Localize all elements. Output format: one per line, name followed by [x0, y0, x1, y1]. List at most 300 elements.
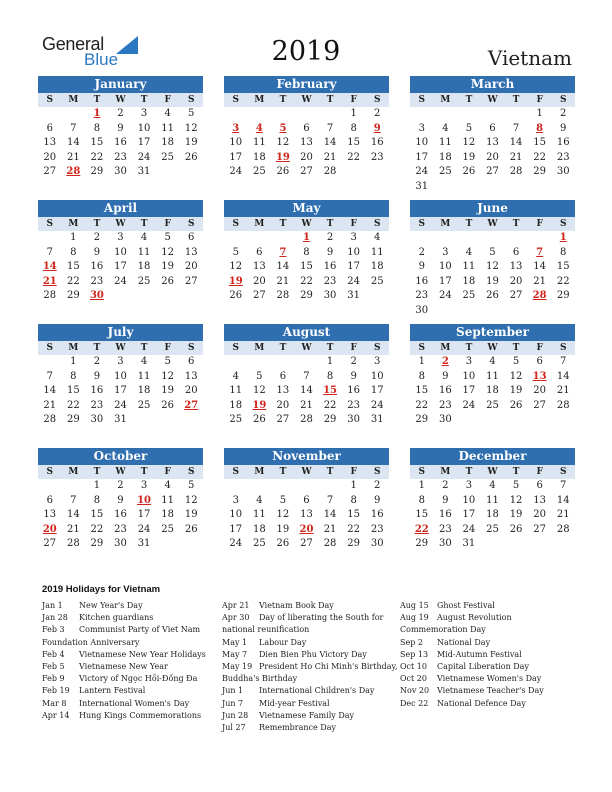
day-cell: 2 — [350, 356, 357, 367]
day-cell: 9 — [326, 246, 334, 258]
day-cell: 23 — [438, 399, 452, 411]
empty-cell — [38, 107, 62, 122]
day-cell: 18 — [229, 399, 243, 411]
day-cell: 10 — [229, 509, 243, 520]
day-cell: 17 — [370, 385, 384, 396]
day-cell: 29 — [90, 166, 104, 177]
holiday-name: Vietnamese New Year Holidays — [79, 649, 206, 659]
holiday-date: Apr 14 — [42, 710, 70, 720]
day-cell: 23 — [415, 290, 429, 301]
day-cell: 14 — [66, 509, 80, 520]
day-cell: 9 — [117, 122, 124, 134]
day-cell: 24 — [114, 275, 127, 287]
day-cell: 21 — [66, 151, 80, 163]
day-cell: 5 — [489, 246, 496, 258]
holiday-name: Vietnamese Teacher's Day — [437, 686, 544, 696]
day-cell: 2 — [374, 108, 381, 119]
holiday-day-cell: 27 — [184, 399, 199, 411]
holiday-date: Feb 5 — [42, 661, 65, 671]
day-cell: 16 — [370, 137, 384, 148]
day-cell: 23 — [556, 151, 570, 163]
holiday-column — [400, 600, 544, 710]
day-cell: 9 — [442, 370, 449, 382]
day-cell: 28 — [276, 290, 290, 301]
day-cell: 14 — [556, 370, 570, 382]
day-cell: 8 — [418, 494, 425, 506]
day-cell: 8 — [70, 370, 77, 382]
holiday-row — [222, 722, 398, 734]
holiday-name: Remembrance Day — [259, 722, 336, 732]
day-cell: 14 — [509, 137, 523, 148]
day-cell: 8 — [303, 246, 310, 258]
holiday-date: Dec 22 — [400, 698, 429, 708]
day-cell: 23 — [370, 523, 384, 535]
day-cell: 15 — [533, 137, 546, 148]
day-cell: 21 — [43, 399, 57, 411]
day-cell: 18 — [462, 275, 476, 287]
day-grid — [224, 107, 389, 180]
holiday-row — [222, 673, 398, 685]
day-cell: 26 — [252, 414, 266, 425]
month-august — [224, 324, 389, 428]
weekday-label: T — [93, 343, 101, 353]
day-cell: 23 — [370, 151, 384, 163]
day-cell: 25 — [462, 290, 476, 301]
month-name: July — [38, 324, 203, 341]
day-cell: 6 — [256, 246, 263, 258]
year-title: 2019 — [271, 36, 341, 67]
day-cell: 29 — [90, 538, 104, 549]
day-cell: 8 — [350, 494, 357, 506]
day-cell: 24 — [229, 166, 243, 177]
empty-cell — [434, 231, 458, 246]
day-cell: 8 — [560, 246, 567, 258]
day-cell: 16 — [114, 509, 127, 520]
weekday-label: S — [232, 95, 240, 105]
day-cell: 12 — [161, 370, 174, 382]
day-cell: 16 — [323, 261, 337, 272]
empty-cell — [248, 231, 272, 246]
month-july — [38, 324, 203, 428]
weekday-label: W — [115, 95, 126, 105]
month-november — [224, 448, 389, 552]
day-cell: 2 — [117, 480, 124, 491]
empty-cell — [224, 479, 248, 494]
day-cell: 4 — [256, 494, 263, 506]
holiday-name: Communist Party of Viet Nam — [79, 625, 201, 635]
holiday-day-cell: 20 — [42, 523, 57, 535]
holiday-name: Foundation Anniversary — [42, 637, 140, 647]
day-cell: 20 — [276, 399, 290, 411]
empty-cell — [271, 231, 295, 246]
weekday-label: W — [301, 219, 312, 229]
weekday-header — [224, 217, 389, 231]
holiday-name: Dien Bien Phu Victory Day — [259, 649, 367, 659]
holiday-day-cell: 4 — [255, 122, 263, 134]
weekday-label: F — [536, 219, 543, 229]
holiday-row — [400, 673, 544, 685]
weekday-label: F — [164, 343, 171, 353]
holiday-column — [222, 600, 398, 734]
month-name: January — [38, 76, 203, 93]
weekday-header — [410, 465, 575, 479]
holiday-name: International Children's Day — [259, 686, 375, 696]
holiday-day-cell: 22 — [414, 523, 429, 535]
day-grid — [224, 231, 389, 304]
holiday-row — [400, 612, 544, 624]
holiday-row — [400, 649, 544, 661]
holiday-day-cell: 28 — [532, 290, 547, 301]
holiday-day-cell: 2 — [441, 356, 449, 367]
weekday-label: S — [232, 219, 240, 229]
holiday-row — [42, 649, 206, 661]
weekday-label: M — [68, 343, 79, 353]
day-cell: 19 — [184, 137, 198, 148]
day-cell: 21 — [323, 523, 337, 535]
day-cell: 20 — [486, 151, 499, 163]
day-cell: 3 — [418, 122, 425, 134]
month-name: November — [224, 448, 389, 465]
holiday-day-cell: 8 — [536, 122, 544, 134]
holiday-day-cell: 1 — [303, 232, 310, 243]
day-cell: 28 — [43, 414, 57, 425]
day-cell: 19 — [276, 523, 290, 535]
weekday-label: S — [187, 95, 195, 105]
weekday-label: M — [440, 219, 451, 229]
holiday-day-cell: 19 — [252, 399, 267, 411]
weekday-label: F — [350, 219, 357, 229]
day-cell: 25 — [161, 151, 174, 163]
day-cell: 20 — [300, 151, 313, 163]
weekday-label: M — [68, 467, 79, 477]
day-cell: 9 — [374, 494, 381, 506]
day-cell: 30 — [323, 290, 337, 301]
holiday-date: Feb 4 — [42, 649, 65, 659]
holiday-date: Apr 30 — [222, 613, 250, 623]
day-cell: 25 — [486, 523, 499, 535]
month-march — [410, 76, 575, 194]
weekday-label: M — [68, 219, 79, 229]
day-cell: 29 — [323, 414, 337, 425]
day-cell: 24 — [137, 151, 151, 163]
day-cell: 4 — [465, 246, 473, 258]
month-april — [38, 200, 203, 304]
day-cell: 13 — [43, 137, 57, 148]
day-cell: 19 — [486, 275, 499, 287]
day-cell: 11 — [438, 137, 452, 148]
day-cell: 4 — [489, 356, 496, 367]
day-cell: 26 — [184, 151, 198, 163]
holiday-name: Vietnamese Family Day — [259, 710, 355, 720]
weekday-label: W — [115, 343, 126, 353]
day-cell: 22 — [347, 523, 360, 535]
month-december — [410, 448, 575, 552]
empty-cell — [318, 107, 342, 122]
holiday-day-cell: 21 — [42, 275, 57, 287]
empty-cell — [481, 231, 505, 246]
empty-cell — [38, 231, 62, 246]
weekday-label: T — [512, 219, 520, 229]
weekday-label: T — [140, 343, 148, 353]
day-cell: 16 — [90, 385, 104, 396]
day-cell: 14 — [533, 261, 546, 272]
weekday-label: S — [559, 467, 567, 477]
day-cell: 13 — [300, 137, 313, 148]
weekday-label: W — [487, 219, 498, 229]
holiday-date: Sep 13 — [400, 649, 429, 659]
weekday-label: S — [46, 343, 54, 353]
holiday-row — [222, 600, 398, 612]
day-cell: 11 — [161, 122, 174, 134]
day-cell: 18 — [252, 151, 266, 163]
empty-cell — [295, 107, 319, 122]
holiday-day-cell: 20 — [299, 523, 314, 535]
day-cell: 26 — [184, 523, 198, 535]
holiday-row — [222, 685, 398, 697]
month-name: December — [410, 448, 575, 465]
empty-cell — [318, 479, 342, 494]
day-cell: 13 — [509, 261, 523, 272]
holiday-date: Feb 3 — [42, 625, 65, 635]
day-cell: 15 — [66, 385, 80, 396]
day-cell: 8 — [418, 370, 425, 382]
holiday-row — [42, 612, 206, 624]
day-cell: 25 — [438, 166, 452, 177]
day-cell: 12 — [161, 246, 174, 258]
day-cell: 17 — [114, 385, 127, 396]
day-cell: 12 — [229, 261, 243, 272]
holiday-row — [400, 685, 544, 697]
weekday-label: M — [254, 467, 265, 477]
day-cell: 6 — [46, 122, 53, 134]
day-cell: 4 — [140, 232, 148, 243]
day-cell: 4 — [374, 232, 381, 243]
day-cell: 5 — [188, 480, 195, 491]
month-name: March — [410, 76, 575, 93]
holiday-day-cell: 13 — [532, 370, 547, 382]
holiday-row — [222, 624, 398, 636]
day-cell: 22 — [347, 151, 360, 163]
weekday-label: W — [301, 343, 312, 353]
day-cell: 20 — [533, 385, 546, 396]
empty-cell — [271, 107, 295, 122]
day-cell: 3 — [140, 108, 148, 119]
day-cell: 4 — [164, 480, 171, 491]
weekday-label: M — [254, 219, 265, 229]
holiday-day-cell: 15 — [323, 385, 338, 396]
day-cell: 16 — [370, 509, 384, 520]
day-cell: 6 — [188, 232, 195, 243]
day-cell: 15 — [415, 385, 429, 396]
day-cell: 7 — [560, 356, 567, 367]
day-cell: 5 — [465, 122, 473, 134]
holiday-name: Lantern Festival — [79, 686, 146, 696]
day-cell: 12 — [509, 494, 523, 506]
weekday-label: T — [326, 219, 334, 229]
day-cell: 18 — [252, 523, 266, 535]
day-cell: 3 — [442, 246, 449, 258]
day-cell: 21 — [556, 385, 570, 396]
empty-cell — [504, 107, 528, 122]
day-cell: 14 — [43, 385, 57, 396]
day-cell: 3 — [117, 356, 124, 367]
day-grid — [38, 107, 203, 180]
day-cell: 31 — [462, 538, 476, 549]
day-cell: 21 — [66, 523, 80, 535]
weekday-label: T — [512, 343, 520, 353]
holiday-row — [42, 710, 206, 722]
day-cell: 21 — [276, 275, 290, 287]
day-cell: 17 — [462, 385, 476, 396]
weekday-header — [410, 341, 575, 355]
holiday-row — [42, 661, 206, 673]
day-cell: 10 — [137, 122, 151, 134]
holiday-name: Vietnam Book Day — [259, 601, 334, 610]
holiday-date: Jun 28 — [222, 710, 249, 720]
day-cell: 1 — [418, 356, 425, 367]
empty-cell — [434, 107, 458, 122]
empty-cell — [62, 479, 86, 494]
day-cell: 1 — [326, 356, 334, 367]
day-cell: 14 — [556, 494, 570, 506]
day-cell: 29 — [415, 414, 429, 425]
day-cell: 29 — [347, 538, 360, 549]
day-cell: 16 — [415, 275, 429, 287]
day-cell: 25 — [252, 166, 266, 177]
day-cell: 28 — [556, 399, 570, 411]
day-cell: 7 — [70, 122, 77, 134]
day-cell: 21 — [323, 151, 337, 163]
holiday-day-cell: 28 — [66, 166, 81, 177]
empty-cell — [457, 231, 481, 246]
holiday-date: Jan 1 — [42, 601, 63, 610]
holiday-date: May 1 — [222, 637, 248, 647]
day-grid — [410, 231, 575, 318]
empty-cell — [271, 355, 295, 370]
day-cell: 2 — [93, 232, 101, 243]
month-june — [410, 200, 575, 318]
holiday-row — [42, 685, 206, 697]
day-cell: 1 — [70, 232, 77, 243]
day-cell: 11 — [252, 509, 266, 520]
weekday-label: M — [68, 95, 79, 105]
day-cell: 22 — [415, 399, 429, 411]
day-cell: 23 — [347, 399, 360, 411]
holiday-row — [400, 624, 544, 636]
holiday-row — [222, 612, 398, 624]
empty-cell — [248, 355, 272, 370]
weekday-label: T — [140, 467, 148, 477]
day-cell: 25 — [252, 538, 266, 549]
weekday-label: S — [418, 467, 426, 477]
day-cell: 4 — [489, 480, 496, 491]
day-cell: 16 — [556, 137, 570, 148]
weekday-label: W — [115, 219, 126, 229]
weekday-label: S — [559, 95, 567, 105]
day-cell: 13 — [184, 246, 198, 258]
day-cell: 3 — [465, 356, 473, 367]
day-cell: 18 — [137, 385, 151, 396]
day-cell: 25 — [229, 414, 243, 425]
holiday-row — [222, 649, 398, 661]
month-name: August — [224, 324, 389, 341]
weekday-header — [410, 217, 575, 231]
day-cell: 16 — [347, 385, 360, 396]
day-cell: 10 — [229, 137, 243, 148]
day-cell: 29 — [300, 290, 313, 301]
holiday-row — [222, 661, 398, 673]
day-cell: 6 — [46, 494, 53, 506]
day-cell: 26 — [462, 166, 476, 177]
day-cell: 31 — [137, 166, 151, 177]
day-grid — [38, 479, 203, 552]
day-cell: 25 — [370, 275, 384, 287]
day-cell: 17 — [347, 261, 360, 272]
day-cell: 31 — [137, 538, 151, 549]
weekday-label: S — [373, 467, 381, 477]
weekday-label: T — [140, 219, 148, 229]
day-cell: 27 — [276, 414, 290, 425]
day-cell: 15 — [347, 137, 360, 148]
day-cell: 25 — [137, 275, 151, 287]
weekday-label: S — [418, 343, 426, 353]
weekday-label: S — [373, 219, 381, 229]
empty-cell — [295, 479, 319, 494]
day-cell: 19 — [161, 385, 174, 396]
weekday-label: T — [326, 467, 334, 477]
day-cell: 9 — [560, 122, 567, 134]
day-cell: 31 — [415, 180, 429, 192]
day-cell: 10 — [114, 246, 127, 258]
day-cell: 11 — [161, 494, 174, 506]
day-cell: 27 — [43, 166, 57, 177]
day-cell: 15 — [90, 509, 104, 520]
day-cell: 27 — [533, 399, 546, 411]
day-cell: 9 — [117, 494, 124, 506]
holiday-row — [400, 600, 544, 612]
day-cell: 21 — [509, 151, 523, 163]
day-cell: 22 — [556, 275, 570, 287]
holiday-name: Ghost Festival — [437, 601, 495, 610]
day-cell: 28 — [509, 166, 523, 177]
day-cell: 5 — [256, 370, 263, 382]
weekday-label: F — [536, 467, 543, 477]
holiday-row — [42, 600, 206, 612]
month-name: June — [410, 200, 575, 217]
day-cell: 13 — [184, 370, 198, 382]
weekday-label: T — [279, 95, 287, 105]
day-cell: 19 — [462, 151, 476, 163]
day-cell: 1 — [536, 108, 543, 119]
day-cell: 7 — [70, 494, 77, 506]
day-cell: 24 — [347, 275, 360, 287]
day-cell: 24 — [462, 523, 476, 535]
weekday-label: S — [559, 219, 567, 229]
day-cell: 20 — [184, 385, 198, 396]
day-cell: 23 — [90, 275, 104, 287]
holiday-date: Aug 19 — [400, 613, 429, 623]
day-cell: 8 — [93, 122, 101, 134]
weekday-label: F — [536, 95, 543, 105]
day-cell: 16 — [114, 137, 127, 148]
day-cell: 28 — [300, 414, 313, 425]
holiday-date: Oct 20 — [400, 674, 427, 684]
day-cell: 4 — [232, 370, 239, 382]
weekday-label: F — [164, 95, 171, 105]
day-cell: 31 — [114, 414, 127, 425]
day-cell: 23 — [323, 275, 337, 287]
day-cell: 19 — [161, 261, 174, 272]
